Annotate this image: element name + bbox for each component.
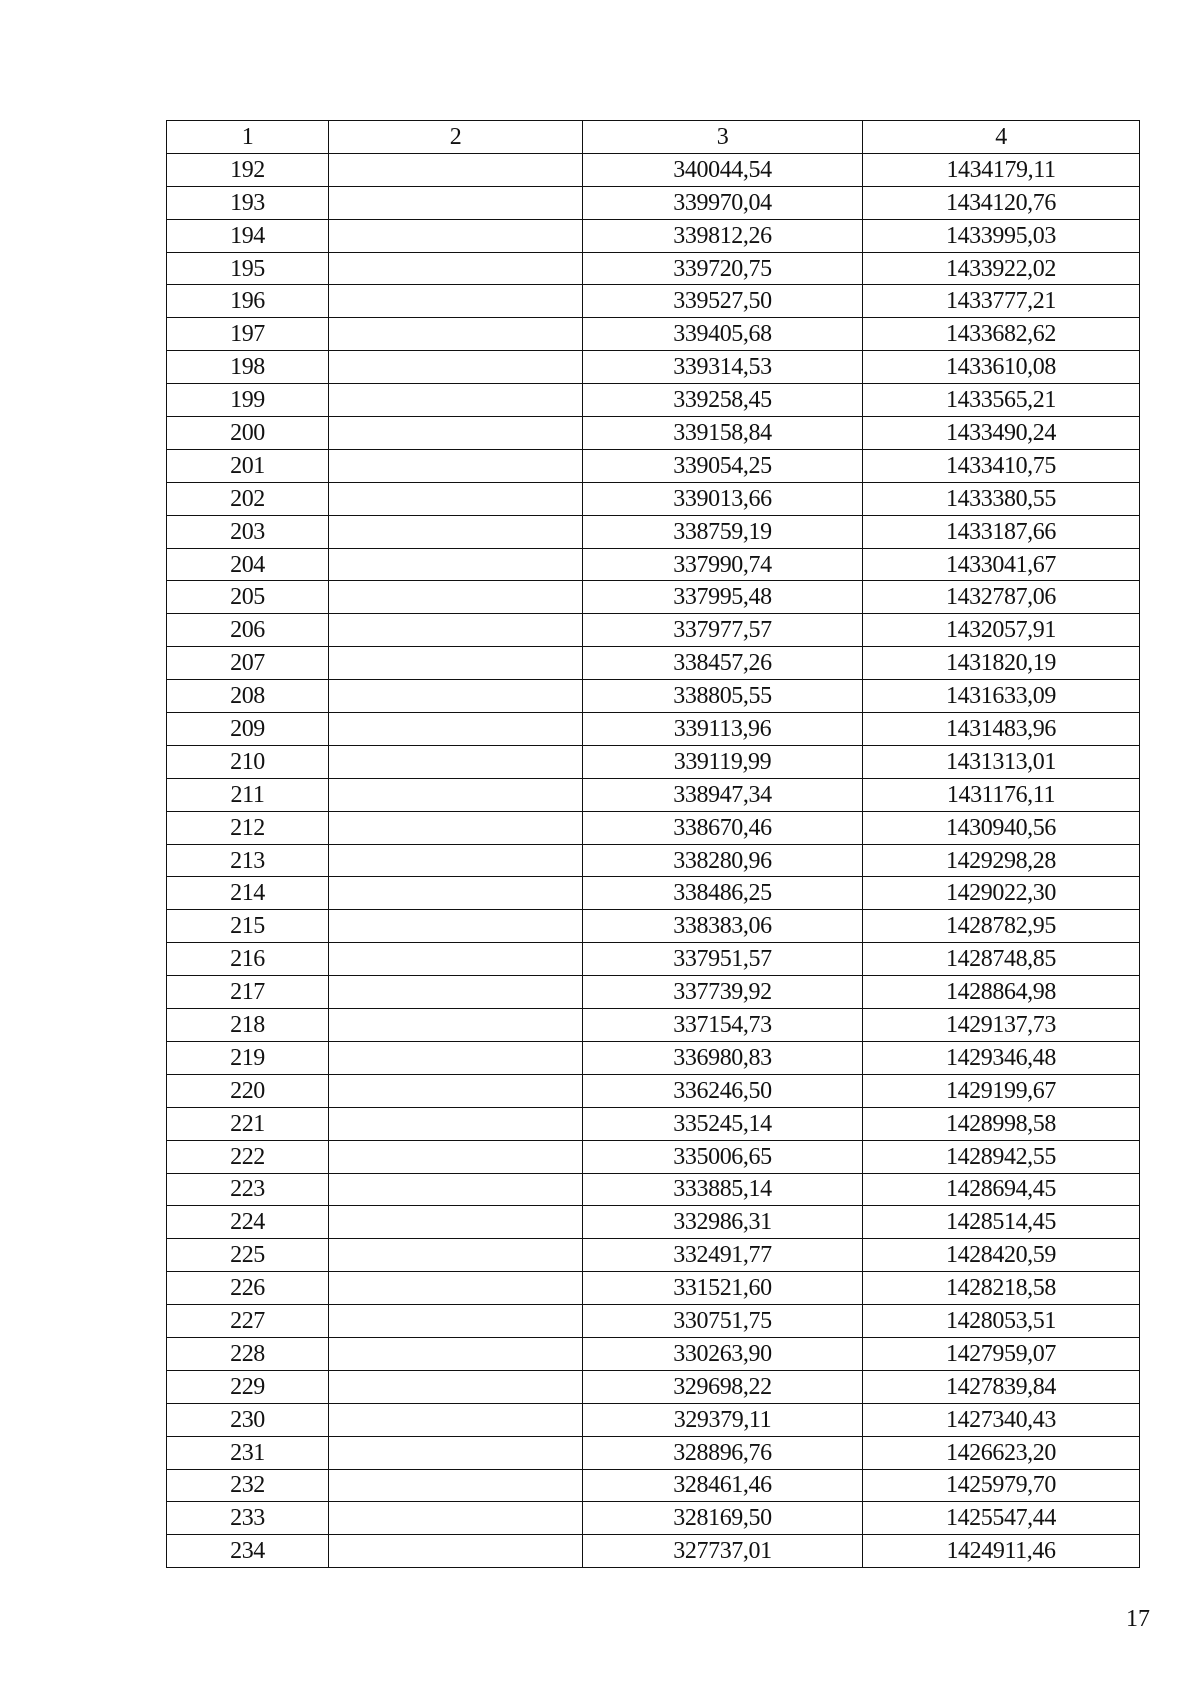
point-number-cell: 193 xyxy=(167,186,329,219)
empty-cell xyxy=(329,778,583,811)
x-coordinate-cell: 327737,01 xyxy=(583,1535,863,1568)
point-number-cell: 192 xyxy=(167,153,329,186)
y-coordinate-cell: 1433490,24 xyxy=(863,417,1140,450)
table-row xyxy=(167,1206,1140,1239)
empty-cell xyxy=(329,745,583,778)
table-row xyxy=(167,1305,1140,1338)
x-coordinate-cell: 337154,73 xyxy=(583,1009,863,1042)
table-row xyxy=(167,1272,1140,1305)
y-coordinate-cell: 1434120,76 xyxy=(863,186,1140,219)
empty-cell xyxy=(329,910,583,943)
table-row xyxy=(167,811,1140,844)
x-coordinate-cell: 328461,46 xyxy=(583,1469,863,1502)
y-coordinate-cell: 1431820,19 xyxy=(863,647,1140,680)
x-coordinate-cell: 335006,65 xyxy=(583,1140,863,1173)
point-number-cell: 222 xyxy=(167,1140,329,1173)
x-coordinate-cell: 339158,84 xyxy=(583,417,863,450)
empty-cell xyxy=(329,285,583,318)
point-number-cell: 211 xyxy=(167,778,329,811)
point-number-cell: 221 xyxy=(167,1107,329,1140)
point-number-cell: 214 xyxy=(167,877,329,910)
point-number-cell: 232 xyxy=(167,1469,329,1502)
point-number-cell: 205 xyxy=(167,581,329,614)
table-row xyxy=(167,1074,1140,1107)
header-cell-col3: 3 xyxy=(583,121,863,154)
y-coordinate-cell: 1428694,45 xyxy=(863,1173,1140,1206)
point-number-cell: 207 xyxy=(167,647,329,680)
page-number: 17 xyxy=(1126,1606,1150,1632)
table-row xyxy=(167,449,1140,482)
point-number-cell: 200 xyxy=(167,417,329,450)
empty-cell xyxy=(329,844,583,877)
table-row xyxy=(167,647,1140,680)
y-coordinate-cell: 1433995,03 xyxy=(863,219,1140,252)
point-number-cell: 223 xyxy=(167,1173,329,1206)
empty-cell xyxy=(329,647,583,680)
point-number-cell: 233 xyxy=(167,1502,329,1535)
table-row xyxy=(167,581,1140,614)
x-coordinate-cell: 337990,74 xyxy=(583,548,863,581)
y-coordinate-cell: 1428420,59 xyxy=(863,1239,1140,1272)
x-coordinate-cell: 338759,19 xyxy=(583,515,863,548)
table-row xyxy=(167,482,1140,515)
y-coordinate-cell: 1433565,21 xyxy=(863,384,1140,417)
table-row xyxy=(167,351,1140,384)
table-row xyxy=(167,1107,1140,1140)
table-row xyxy=(167,844,1140,877)
table-row xyxy=(167,943,1140,976)
table-row xyxy=(167,614,1140,647)
y-coordinate-cell: 1428514,45 xyxy=(863,1206,1140,1239)
table-body xyxy=(167,121,1140,1568)
table-row xyxy=(167,285,1140,318)
table-row xyxy=(167,1239,1140,1272)
table-row xyxy=(167,1502,1140,1535)
point-number-cell: 199 xyxy=(167,384,329,417)
x-coordinate-cell: 339119,99 xyxy=(583,745,863,778)
y-coordinate-cell: 1429298,28 xyxy=(863,844,1140,877)
empty-cell xyxy=(329,943,583,976)
empty-cell xyxy=(329,1305,583,1338)
empty-cell xyxy=(329,1041,583,1074)
empty-cell xyxy=(329,153,583,186)
y-coordinate-cell: 1425547,44 xyxy=(863,1502,1140,1535)
point-number-cell: 231 xyxy=(167,1436,329,1469)
empty-cell xyxy=(329,1337,583,1370)
y-coordinate-cell: 1433682,62 xyxy=(863,318,1140,351)
table-row xyxy=(167,745,1140,778)
table-row xyxy=(167,1041,1140,1074)
table-header-row xyxy=(167,121,1140,154)
empty-cell xyxy=(329,417,583,450)
empty-cell xyxy=(329,384,583,417)
empty-cell xyxy=(329,1535,583,1568)
empty-cell xyxy=(329,976,583,1009)
header-cell-col2: 2 xyxy=(329,121,583,154)
x-coordinate-cell: 340044,54 xyxy=(583,153,863,186)
empty-cell xyxy=(329,1436,583,1469)
table-row xyxy=(167,1469,1140,1502)
x-coordinate-cell: 337995,48 xyxy=(583,581,863,614)
point-number-cell: 219 xyxy=(167,1041,329,1074)
y-coordinate-cell: 1431313,01 xyxy=(863,745,1140,778)
x-coordinate-cell: 339812,26 xyxy=(583,219,863,252)
y-coordinate-cell: 1424911,46 xyxy=(863,1535,1140,1568)
x-coordinate-cell: 330263,90 xyxy=(583,1337,863,1370)
y-coordinate-cell: 1428782,95 xyxy=(863,910,1140,943)
empty-cell xyxy=(329,252,583,285)
y-coordinate-cell: 1433380,55 xyxy=(863,482,1140,515)
x-coordinate-cell: 331521,60 xyxy=(583,1272,863,1305)
y-coordinate-cell: 1428053,51 xyxy=(863,1305,1140,1338)
x-coordinate-cell: 332491,77 xyxy=(583,1239,863,1272)
x-coordinate-cell: 328169,50 xyxy=(583,1502,863,1535)
table-row xyxy=(167,515,1140,548)
y-coordinate-cell: 1430940,56 xyxy=(863,811,1140,844)
y-coordinate-cell: 1432787,06 xyxy=(863,581,1140,614)
y-coordinate-cell: 1433187,66 xyxy=(863,515,1140,548)
table-row xyxy=(167,1436,1140,1469)
point-number-cell: 208 xyxy=(167,680,329,713)
point-number-cell: 204 xyxy=(167,548,329,581)
y-coordinate-cell: 1434179,11 xyxy=(863,153,1140,186)
empty-cell xyxy=(329,1107,583,1140)
y-coordinate-cell: 1428218,58 xyxy=(863,1272,1140,1305)
x-coordinate-cell: 338280,96 xyxy=(583,844,863,877)
empty-cell xyxy=(329,614,583,647)
point-number-cell: 194 xyxy=(167,219,329,252)
empty-cell xyxy=(329,1469,583,1502)
table-row xyxy=(167,1009,1140,1042)
table-row xyxy=(167,1403,1140,1436)
point-number-cell: 212 xyxy=(167,811,329,844)
x-coordinate-cell: 332986,31 xyxy=(583,1206,863,1239)
table-row xyxy=(167,186,1140,219)
point-number-cell: 202 xyxy=(167,482,329,515)
point-number-cell: 218 xyxy=(167,1009,329,1042)
table-row xyxy=(167,713,1140,746)
y-coordinate-cell: 1432057,91 xyxy=(863,614,1140,647)
empty-cell xyxy=(329,680,583,713)
y-coordinate-cell: 1428942,55 xyxy=(863,1140,1140,1173)
point-number-cell: 220 xyxy=(167,1074,329,1107)
point-number-cell: 196 xyxy=(167,285,329,318)
y-coordinate-cell: 1431483,96 xyxy=(863,713,1140,746)
point-number-cell: 195 xyxy=(167,252,329,285)
x-coordinate-cell: 339314,53 xyxy=(583,351,863,384)
point-number-cell: 213 xyxy=(167,844,329,877)
table-row xyxy=(167,1140,1140,1173)
table-row xyxy=(167,1337,1140,1370)
x-coordinate-cell: 339054,25 xyxy=(583,449,863,482)
x-coordinate-cell: 335245,14 xyxy=(583,1107,863,1140)
x-coordinate-cell: 338805,55 xyxy=(583,680,863,713)
y-coordinate-cell: 1429137,73 xyxy=(863,1009,1140,1042)
x-coordinate-cell: 339970,04 xyxy=(583,186,863,219)
empty-cell xyxy=(329,1206,583,1239)
y-coordinate-cell: 1428864,98 xyxy=(863,976,1140,1009)
point-number-cell: 217 xyxy=(167,976,329,1009)
table-row xyxy=(167,1370,1140,1403)
empty-cell xyxy=(329,1140,583,1173)
empty-cell xyxy=(329,811,583,844)
y-coordinate-cell: 1428998,58 xyxy=(863,1107,1140,1140)
y-coordinate-cell: 1433041,67 xyxy=(863,548,1140,581)
x-coordinate-cell: 339013,66 xyxy=(583,482,863,515)
empty-cell xyxy=(329,515,583,548)
table-row xyxy=(167,384,1140,417)
x-coordinate-cell: 330751,75 xyxy=(583,1305,863,1338)
empty-cell xyxy=(329,351,583,384)
point-number-cell: 224 xyxy=(167,1206,329,1239)
table-row xyxy=(167,153,1140,186)
table-row xyxy=(167,252,1140,285)
point-number-cell: 197 xyxy=(167,318,329,351)
point-number-cell: 216 xyxy=(167,943,329,976)
point-number-cell: 198 xyxy=(167,351,329,384)
point-number-cell: 203 xyxy=(167,515,329,548)
header-cell-col1: 1 xyxy=(167,121,329,154)
table-row xyxy=(167,877,1140,910)
coordinates-table xyxy=(166,120,1140,1568)
point-number-cell: 226 xyxy=(167,1272,329,1305)
table-row xyxy=(167,219,1140,252)
table-row xyxy=(167,680,1140,713)
x-coordinate-cell: 336980,83 xyxy=(583,1041,863,1074)
x-coordinate-cell: 337977,57 xyxy=(583,614,863,647)
x-coordinate-cell: 337951,57 xyxy=(583,943,863,976)
y-coordinate-cell: 1429346,48 xyxy=(863,1041,1140,1074)
empty-cell xyxy=(329,482,583,515)
y-coordinate-cell: 1433777,21 xyxy=(863,285,1140,318)
empty-cell xyxy=(329,1239,583,1272)
x-coordinate-cell: 338947,34 xyxy=(583,778,863,811)
x-coordinate-cell: 339258,45 xyxy=(583,384,863,417)
y-coordinate-cell: 1428748,85 xyxy=(863,943,1140,976)
y-coordinate-cell: 1429199,67 xyxy=(863,1074,1140,1107)
x-coordinate-cell: 338383,06 xyxy=(583,910,863,943)
y-coordinate-cell: 1429022,30 xyxy=(863,877,1140,910)
y-coordinate-cell: 1433410,75 xyxy=(863,449,1140,482)
x-coordinate-cell: 339527,50 xyxy=(583,285,863,318)
empty-cell xyxy=(329,186,583,219)
x-coordinate-cell: 329379,11 xyxy=(583,1403,863,1436)
x-coordinate-cell: 339405,68 xyxy=(583,318,863,351)
point-number-cell: 228 xyxy=(167,1337,329,1370)
y-coordinate-cell: 1425979,70 xyxy=(863,1469,1140,1502)
table-row xyxy=(167,548,1140,581)
y-coordinate-cell: 1433610,08 xyxy=(863,351,1140,384)
y-coordinate-cell: 1427959,07 xyxy=(863,1337,1140,1370)
empty-cell xyxy=(329,449,583,482)
empty-cell xyxy=(329,219,583,252)
empty-cell xyxy=(329,1173,583,1206)
table-row xyxy=(167,976,1140,1009)
y-coordinate-cell: 1427340,43 xyxy=(863,1403,1140,1436)
y-coordinate-cell: 1426623,20 xyxy=(863,1436,1140,1469)
table-row xyxy=(167,910,1140,943)
empty-cell xyxy=(329,1009,583,1042)
point-number-cell: 227 xyxy=(167,1305,329,1338)
x-coordinate-cell: 338457,26 xyxy=(583,647,863,680)
point-number-cell: 206 xyxy=(167,614,329,647)
empty-cell xyxy=(329,548,583,581)
y-coordinate-cell: 1433922,02 xyxy=(863,252,1140,285)
point-number-cell: 215 xyxy=(167,910,329,943)
x-coordinate-cell: 328896,76 xyxy=(583,1436,863,1469)
x-coordinate-cell: 339720,75 xyxy=(583,252,863,285)
header-cell-col4: 4 xyxy=(863,121,1140,154)
x-coordinate-cell: 339113,96 xyxy=(583,713,863,746)
empty-cell xyxy=(329,1272,583,1305)
x-coordinate-cell: 336246,50 xyxy=(583,1074,863,1107)
x-coordinate-cell: 333885,14 xyxy=(583,1173,863,1206)
point-number-cell: 234 xyxy=(167,1535,329,1568)
empty-cell xyxy=(329,581,583,614)
table-row xyxy=(167,318,1140,351)
x-coordinate-cell: 329698,22 xyxy=(583,1370,863,1403)
y-coordinate-cell: 1431633,09 xyxy=(863,680,1140,713)
y-coordinate-cell: 1427839,84 xyxy=(863,1370,1140,1403)
empty-cell xyxy=(329,1403,583,1436)
table-row xyxy=(167,1535,1140,1568)
empty-cell xyxy=(329,1074,583,1107)
x-coordinate-cell: 337739,92 xyxy=(583,976,863,1009)
empty-cell xyxy=(329,1370,583,1403)
point-number-cell: 210 xyxy=(167,745,329,778)
x-coordinate-cell: 338670,46 xyxy=(583,811,863,844)
y-coordinate-cell: 1431176,11 xyxy=(863,778,1140,811)
table-row xyxy=(167,778,1140,811)
empty-cell xyxy=(329,318,583,351)
point-number-cell: 225 xyxy=(167,1239,329,1272)
empty-cell xyxy=(329,877,583,910)
empty-cell xyxy=(329,713,583,746)
table-row xyxy=(167,1173,1140,1206)
table-row xyxy=(167,417,1140,450)
point-number-cell: 201 xyxy=(167,449,329,482)
empty-cell xyxy=(329,1502,583,1535)
point-number-cell: 229 xyxy=(167,1370,329,1403)
x-coordinate-cell: 338486,25 xyxy=(583,877,863,910)
point-number-cell: 230 xyxy=(167,1403,329,1436)
point-number-cell: 209 xyxy=(167,713,329,746)
